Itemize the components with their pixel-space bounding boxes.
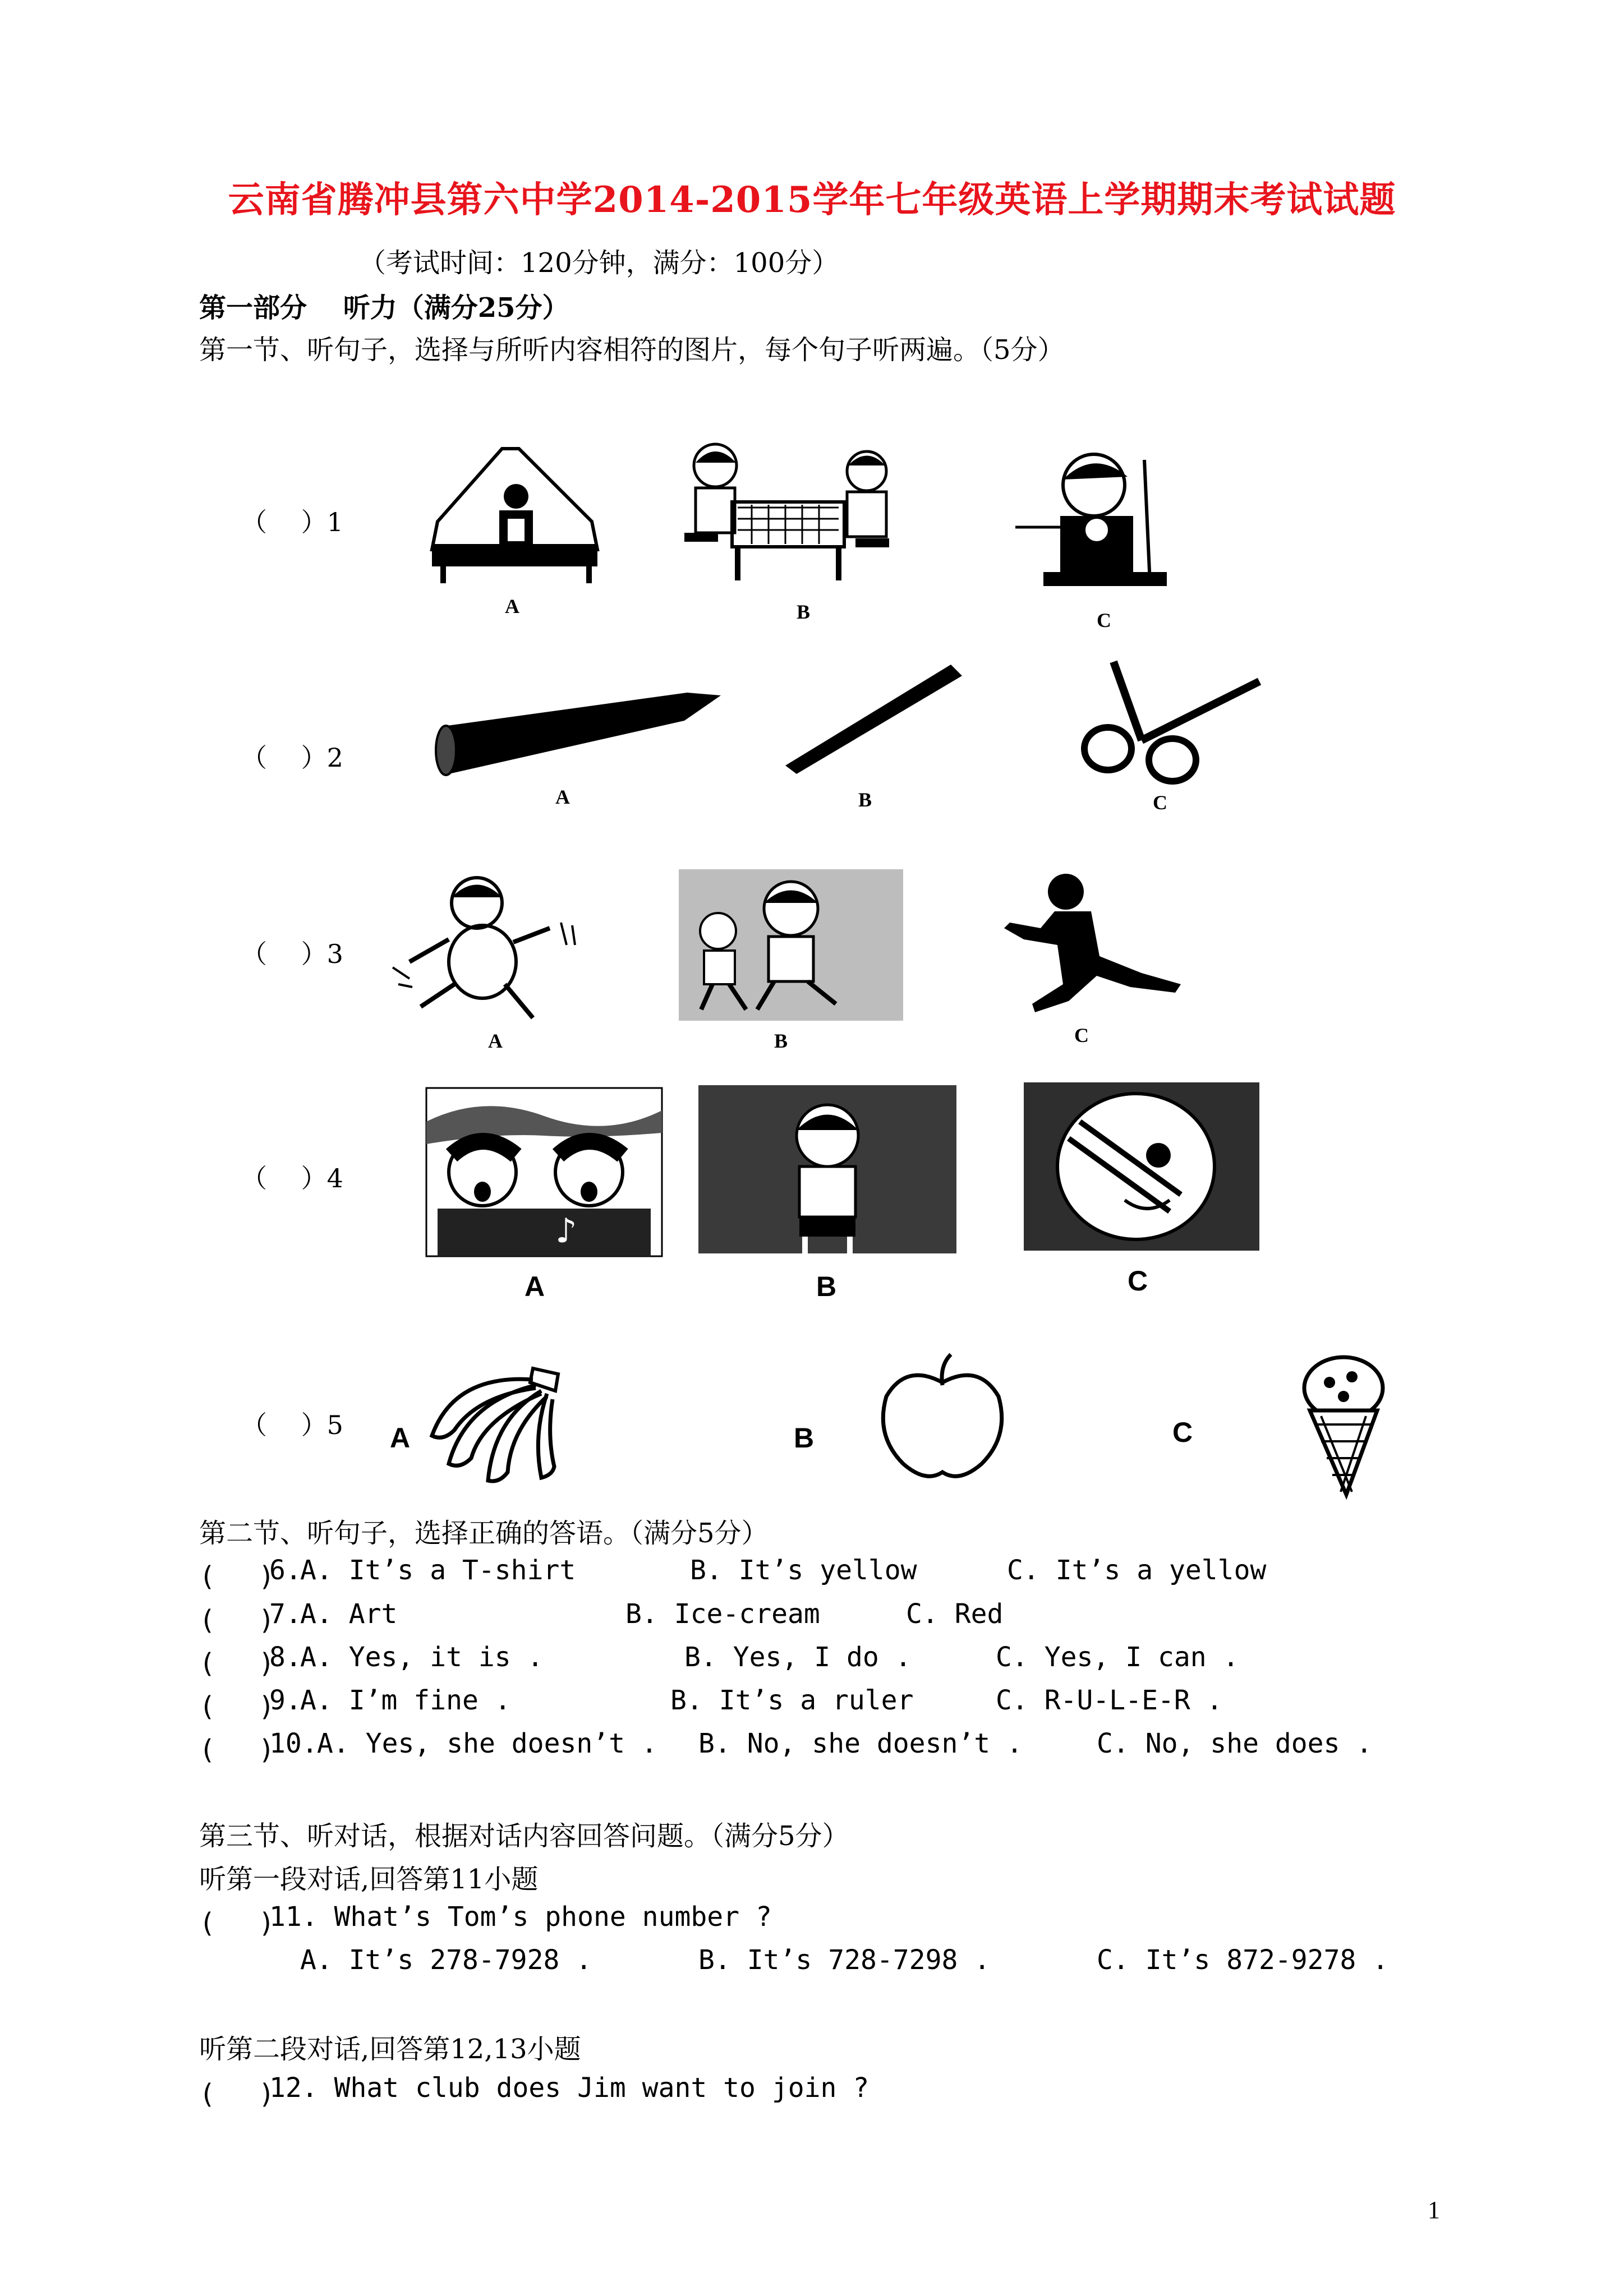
q8-bracket: ( ) xyxy=(199,1648,275,1679)
q5-option-b-label: B xyxy=(794,1422,815,1454)
q7-option-b: B. Ice-cream xyxy=(625,1598,820,1630)
running-boy-image xyxy=(387,872,611,1040)
singing-children-image xyxy=(426,1088,662,1256)
pen-image xyxy=(432,690,724,780)
question-4-number: （ ）4 xyxy=(241,1163,343,1193)
question-2-number: （ ）2 xyxy=(241,743,343,773)
q2-option-a-label: A xyxy=(555,786,570,808)
q2-option-c-label: C xyxy=(1153,791,1167,814)
q11-bracket: ( ) xyxy=(199,1907,275,1939)
q5-option-a-label: A xyxy=(390,1422,411,1454)
q9-option-a: A. I’m fine . xyxy=(300,1685,511,1716)
q6-option-c: C. It’s a yellow xyxy=(1007,1555,1267,1586)
section3-instruction: 第三节、听对话，根据对话内容回答问题。（满分5分） xyxy=(199,1820,849,1852)
q12-question: 12. What club does Jim want to join ? xyxy=(269,2072,869,2104)
q1-option-b-label: B xyxy=(797,601,811,623)
q10-bracket: ( ) xyxy=(199,1734,275,1765)
q6-option-a: A. It’s a T-shirt xyxy=(300,1555,576,1586)
q9-bracket: ( ) xyxy=(199,1691,275,1722)
q3-option-a-label: A xyxy=(488,1030,503,1052)
question-1-number: （ ）1 xyxy=(241,507,343,537)
question-3-number: （ ）3 xyxy=(241,939,343,969)
document-title: 云南省腾冲县第六中学2014-2015学年七年级英语上学期期末考试试题 xyxy=(228,179,1396,221)
q8-option-b: B. Yes, I do . xyxy=(684,1642,912,1673)
page-number: 1 xyxy=(1428,2196,1440,2224)
q10-option-b: B. No, she doesn’t . xyxy=(698,1728,1023,1759)
q12-bracket: ( ) xyxy=(199,2078,275,2110)
svg-text:♪: ♪ xyxy=(555,1211,577,1251)
q6-option-b: B. It’s yellow xyxy=(690,1555,917,1586)
q3-option-b-label: B xyxy=(774,1030,788,1052)
q9-number: 9. xyxy=(269,1685,302,1716)
scissors-image xyxy=(1074,656,1265,791)
q11-option-a: A. It’s 278-7928 . xyxy=(300,1944,592,1976)
dialog2-instruction: 听第二段对话,回答第12,13小题 xyxy=(199,2034,581,2065)
q7-bracket: ( ) xyxy=(199,1605,275,1636)
runner-silhouette-image xyxy=(1001,872,1192,1023)
chess-players-image xyxy=(673,440,898,586)
sick-boy-image xyxy=(698,1085,956,1253)
q8-option-a: A. Yes, it is . xyxy=(300,1642,544,1673)
q7-number: 7. xyxy=(269,1598,302,1630)
children-running-image xyxy=(679,869,903,1021)
ice-cream-image xyxy=(1296,1352,1391,1497)
q11-option-b: B. It’s 728-7298 . xyxy=(698,1944,991,1976)
ruler-image xyxy=(780,662,970,774)
bandaged-face-image xyxy=(1024,1082,1259,1251)
q7-option-c: C. Red xyxy=(906,1598,1004,1630)
q1-option-c-label: C xyxy=(1097,609,1111,631)
exam-info: （考试时间：120分钟，满分：100分） xyxy=(359,247,839,279)
q10-option-a: A. Yes, she doesn’t . xyxy=(317,1728,657,1759)
q6-bracket: ( ) xyxy=(199,1561,275,1592)
q5-option-c-label: C xyxy=(1172,1417,1193,1448)
q10-option-c: C. No, she does . xyxy=(1097,1728,1373,1759)
q8-number: 8. xyxy=(269,1642,302,1673)
q11-question: 11. What’s Tom’s phone number ? xyxy=(269,1901,772,1933)
q9-option-b: B. It’s a ruler xyxy=(670,1685,914,1716)
q4-option-a-label: A xyxy=(525,1271,545,1302)
q4-option-b-label: B xyxy=(816,1271,837,1302)
question-5-number: （ ）5 xyxy=(241,1410,343,1440)
q3-option-c-label: C xyxy=(1074,1024,1089,1046)
q8-option-c: C. Yes, I can . xyxy=(996,1642,1239,1673)
bananas-image xyxy=(421,1357,567,1486)
q9-option-c: C. R-U-L-E-R . xyxy=(996,1685,1223,1716)
q1-option-a-label: A xyxy=(505,595,519,617)
apple-image xyxy=(872,1352,1013,1492)
section2-instruction: 第二节、听句子，选择正确的答语。（满分5分） xyxy=(199,1518,769,1549)
dialog1-instruction: 听第一段对话,回答第11小题 xyxy=(199,1864,539,1895)
q4-option-c-label: C xyxy=(1128,1265,1148,1297)
part1-heading: 第一部分 听力（满分25分） xyxy=(199,292,569,324)
q7-option-a: A. Art xyxy=(300,1598,398,1630)
q11-option-c: C. It’s 872-9278 . xyxy=(1097,1944,1389,1976)
q6-number: 6. xyxy=(269,1555,302,1586)
q2-option-b-label: B xyxy=(858,789,872,811)
erhu-player-image xyxy=(1010,449,1195,594)
q10-number: 10. xyxy=(269,1728,318,1759)
piano-player-image xyxy=(424,443,609,583)
section1-instruction: 第一节、听句子，选择与所听内容相符的图片，每个句子听两遍。（5分） xyxy=(199,334,1065,366)
